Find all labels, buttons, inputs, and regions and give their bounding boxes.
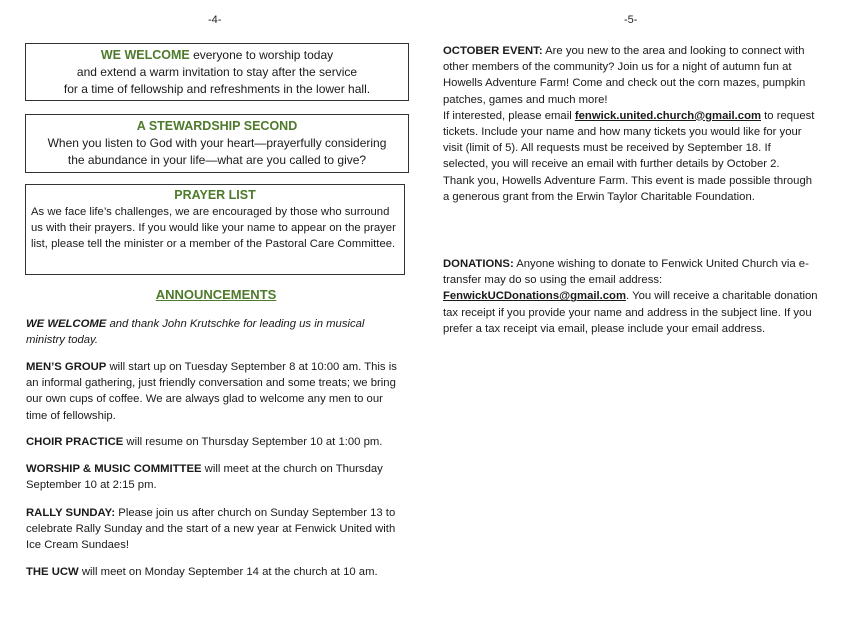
welcome-box-line1: everyone to worship today: [189, 48, 334, 62]
donations: DONATIONS: Anyone wishing to donate to Fenwick United Church via e-transfer may do so using the email address: FenwickUCDonations@gmail.com. You will receive a charitable donation tax receipt if you provide your name and address in the subject line. If you prefer a tax receipt via email, please include your email address.: [443, 258, 818, 335]
prayer-list-title: PRAYER LIST: [174, 188, 256, 202]
welcome-box: [25, 43, 409, 101]
page-number-right: -5-: [624, 14, 638, 26]
october-event-request: If interested, please email fenwick.united.church@gmail.com to request tickets. Include your name and how many tickets you would like for your visit (limit of 5). All requests must be received by September 18. If selected, you will receive an email with further details by October 2.: [443, 109, 815, 171]
stewardship-box-line2: the abundance in your life—what are you called to give?: [67, 153, 367, 167]
stewardship-box: [25, 114, 409, 173]
october-event-email-link[interactable]: fenwick.united.church@gmail.com: [574, 109, 762, 122]
welcome-box-line3: for a time of fellowship and refreshments in the lower hall.: [63, 82, 371, 96]
announcement-choir-practice: CHOIR PRACTICE will resume on Thursday September 10 at 1:00 pm.: [26, 436, 383, 448]
october-event: [443, 43, 818, 205]
announcement-mens-group: MEN’S GROUP will start up on Tuesday September 8 at 10:00 am. This is an informal gathering, just friendly conversation and some treats; we bring our own cups of coffee. We are always glad to welcome any men to our time of fellowship.: [26, 361, 397, 422]
page-number-left: -4-: [208, 14, 222, 26]
welcome-box-title: WE WELCOME: [100, 48, 190, 62]
announcement-welcome: WE WELCOME and thank John Krutschke for leading us in musical ministry today.: [26, 318, 365, 347]
prayer-list-box: [25, 184, 405, 275]
october-event-intro: OCTOBER EVENT: Are you new to the area and looking to connect with other members of the community? Join us for a night of autumn fun at Howells Adventure Farm! Come and check out the corn mazes, pumpkin patches, games and much more!: [443, 45, 806, 106]
announcement-ucw: THE UCW will meet on Monday September 14 at the church at 10 am.: [26, 566, 378, 578]
announcements-heading: ANNOUNCEMENTS: [155, 287, 277, 302]
welcome-box-line2: and extend a warm invitation to stay after the service: [76, 65, 358, 79]
announcement-rally-sunday: RALLY SUNDAY: Please join us after church on Sunday September 13 to celebrate Rally Sunday and the start of a new year at Fenwick United with Ice Cream Sundaes!: [26, 507, 396, 552]
prayer-list-body: As we face life’s challenges, we are encouraged by those who surround us with their prayers. If you would like your name to appear on the prayer list, please tell the minister or a member of the Pastoral Care Committee.: [31, 206, 396, 251]
stewardship-box-title: A STEWARDSHIP SECOND: [136, 119, 298, 133]
donations-email-link[interactable]: FenwickUCDonations@gmail.com: [443, 290, 627, 303]
october-event-thanks: Thank you, Howells Adventure Farm. This event is made possible through a generous grant from the Erwin Taylor Charitable Foundation.: [443, 174, 813, 203]
stewardship-box-line1: When you listen to God with your heart—prayerfully considering: [47, 136, 387, 150]
announcement-worship-committee: WORSHIP & MUSIC COMMITTEE will meet at the church on Thursday September 10 at 2:15 pm.: [26, 463, 383, 492]
